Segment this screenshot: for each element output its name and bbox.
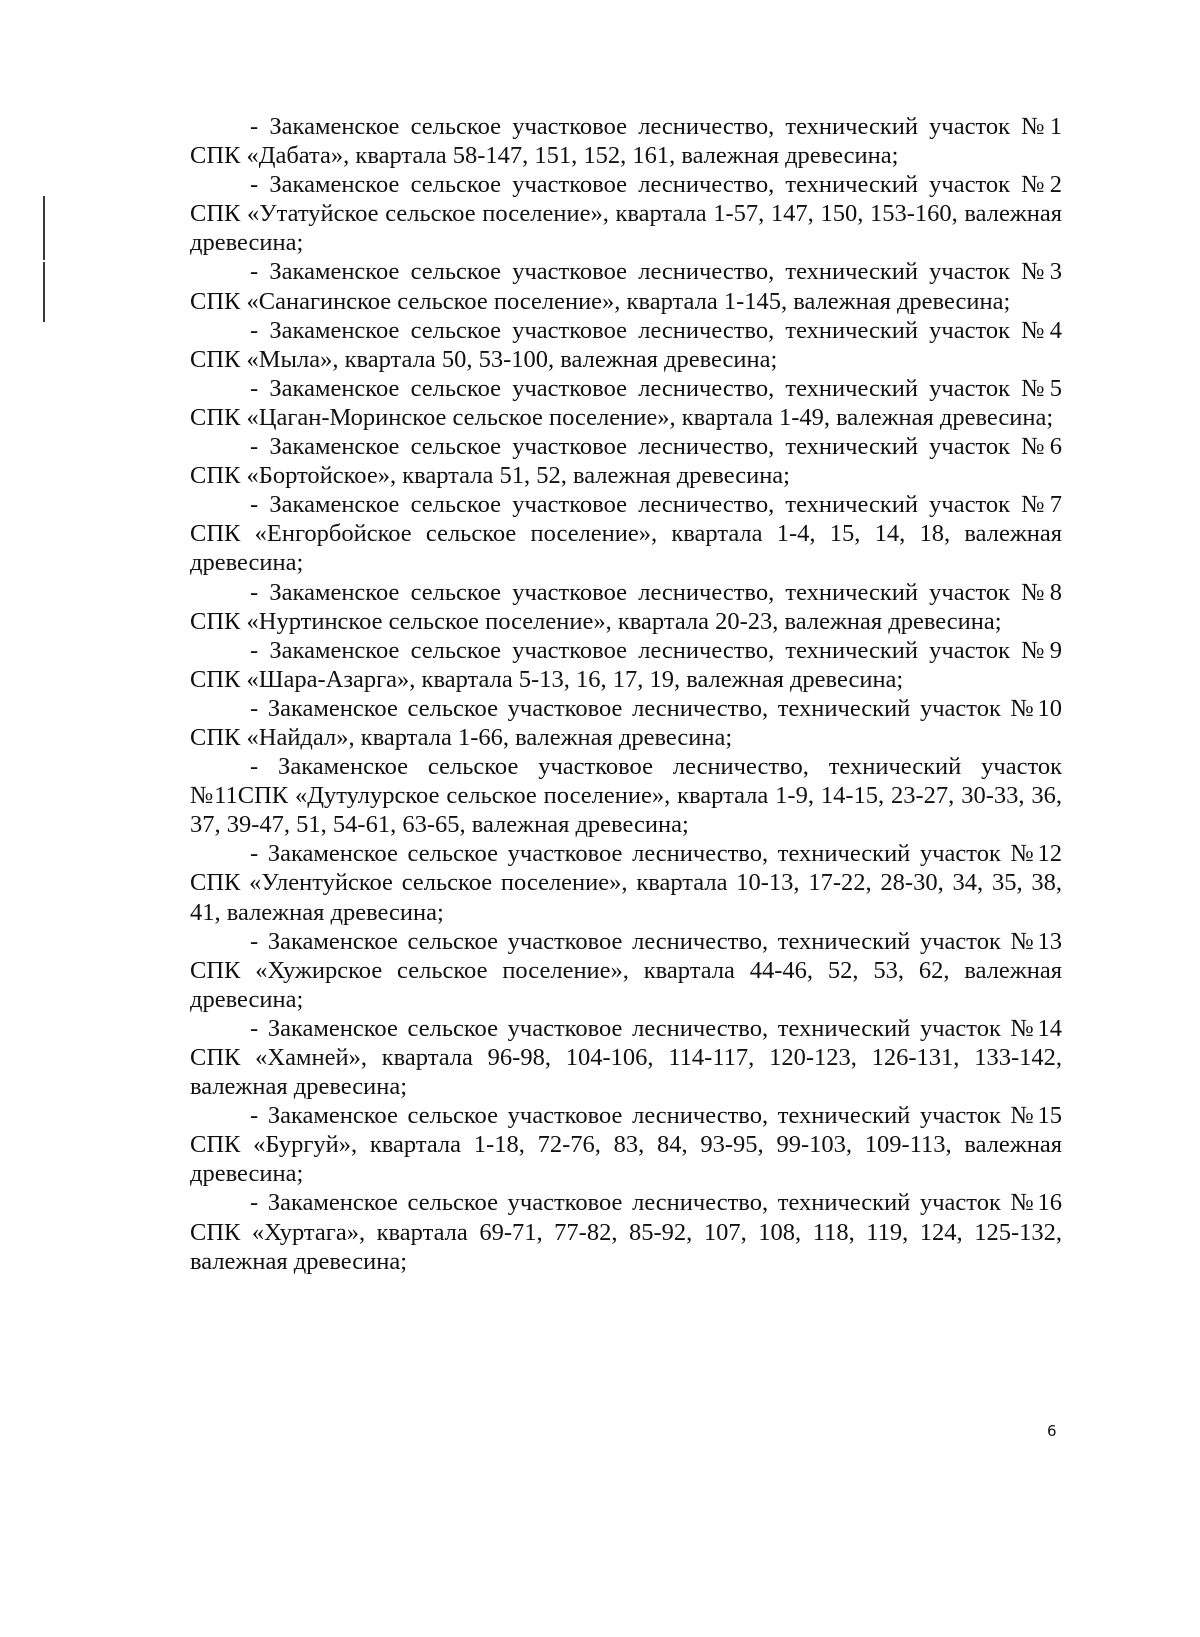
- list-item: - Закаменское сельское участковое лесничество, технический участок №12 СПК «Улентуйское сельское поселение», квартала 10-13, 17-22, 28-30, 34, 35, 38, 41, валежная древесина;: [190, 840, 1062, 926]
- list-item: - Закаменское сельское участковое лесничество, технический участок №7 СПК «Енгорбойское сельское поселение», квартала 1-4, 15, 14, 18, валежная древесина;: [190, 491, 1062, 577]
- list-item: - Закаменское сельское участковое лесничество, технический участок №10 СПК «Найдал», квартала 1-66, валежная древесина;: [190, 694, 1062, 751]
- document-body: [190, 112, 1062, 1276]
- list-item: - Закаменское сельское участковое лесничество, технический участок №2 СПК «Утатуйское сельское поселение», квартала 1-57, 147, 150, 153-160, валежная древесина;: [190, 171, 1062, 257]
- list-item: - Закаменское сельское участковое лесничество, технический участок №16 СПК «Хуртага», квартала 69-71, 77-82, 85-92, 107, 108, 118, 119, 124, 125-132, валежная древесина;: [190, 1189, 1062, 1275]
- list-item: - Закаменское сельское участковое лесничество, технический участок №6 СПК «Бортойское», квартала 51, 52, валежная древесина;: [190, 433, 1062, 490]
- margin-mark: [43, 196, 45, 260]
- list-item: - Закаменское сельское участковое лесничество, технический участок №5 СПК «Цаган-Моринское сельское поселение», квартала 1-49, валежная древесина;: [190, 374, 1062, 431]
- list-item: - Закаменское сельское участковое лесничество, технический участок №3 СПК «Санагинское сельское поселение», квартала 1-145, валежная древесина;: [190, 258, 1062, 315]
- list-item: - Закаменское сельское участковое лесничество, технический участок №9 СПК «Шара-Азарга», квартала 5-13, 16, 17, 19, валежная древесина;: [190, 636, 1062, 693]
- list-item: - Закаменское сельское участковое лесничество, технический участок №8 СПК «Нуртинское сельское поселение», квартала 20-23, валежная древесина;: [190, 578, 1062, 635]
- list-item: - Закаменское сельское участковое лесничество, технический участок №14 СПК «Хамней», квартала 96-98, 104-106, 114-117, 120-123, 126-131, 133-142, валежная древесина;: [190, 1014, 1062, 1101]
- list-item: - Закаменское сельское участковое лесничество, технический участок №13 СПК «Хужирское сельское поселение», квартала 44-46, 52, 53, 62, валежная древесина;: [190, 927, 1062, 1013]
- list-item: - Закаменское сельское участковое лесничество, технический участок №4 СПК «Мыла», квартала 50, 53-100, валежная древесина;: [190, 316, 1062, 373]
- margin-mark: [43, 262, 45, 322]
- list-item: - Закаменское сельское участковое лесничество, технический участок №11СПК «Дутулурское сельское поселение», квартала 1-9, 14-15, 23-27, 30-33, 36, 37, 39-47, 51, 54-61, 63-65, валежная древесина;: [190, 753, 1062, 839]
- list-item: - Закаменское сельское участковое лесничество, технический участок №1 СПК «Дабата», квартала 58-147, 151, 152, 161, валежная древесина;: [190, 113, 1062, 170]
- page-number: 6: [1047, 1422, 1057, 1440]
- list-item: - Закаменское сельское участковое лесничество, технический участок №15 СПК «Бургуй», квартала 1-18, 72-76, 83, 84, 93-95, 99-103, 109-113, валежная древесина;: [190, 1102, 1062, 1188]
